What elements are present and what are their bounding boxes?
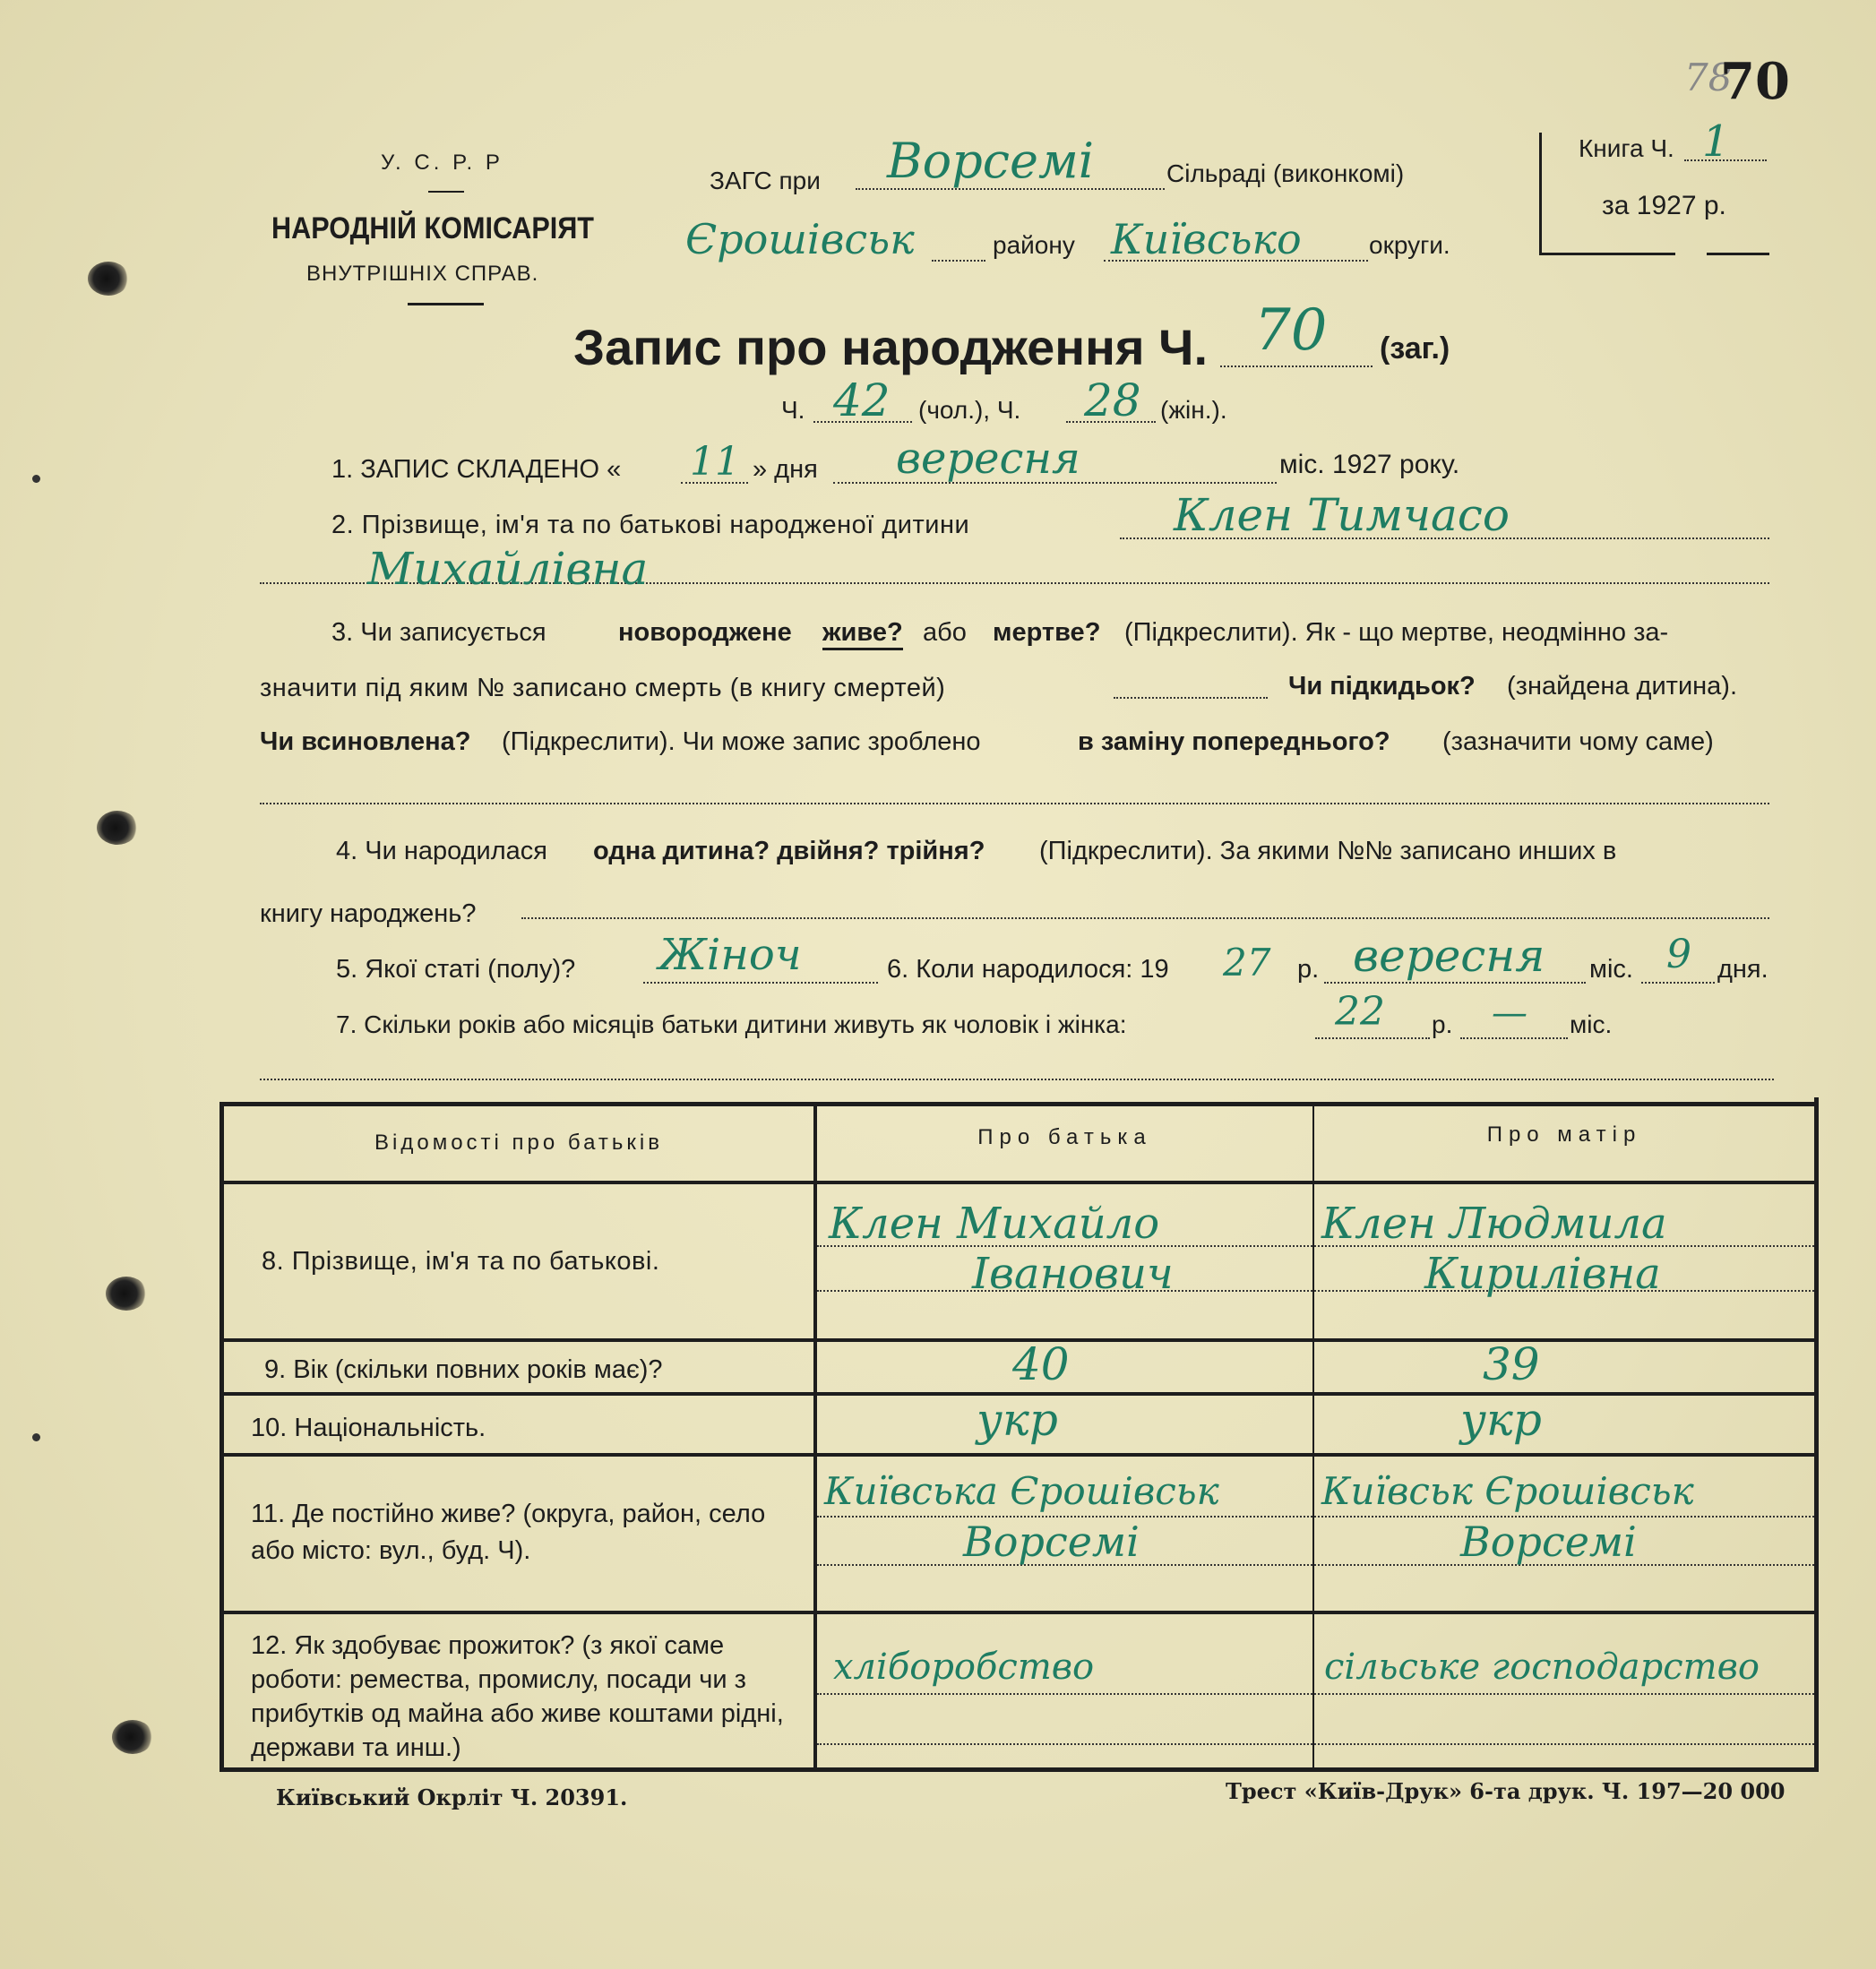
page-number-prev: 78 (1684, 56, 1733, 99)
father-age: 40 (1012, 1338, 1070, 1390)
mother-residence-line2: Ворсемі (1460, 1518, 1637, 1566)
item7-label: 7. Скільки років або місяців батьки дитини живуть як чоловік і жінка: (336, 1010, 1127, 1038)
table-header-info: Відомості про батьків (374, 1131, 663, 1155)
item3-line3-b: (зазначити чому саме) (1442, 727, 1714, 756)
birth-day-suffix: дня. (1717, 955, 1768, 984)
item3-death-number-line (1114, 665, 1268, 699)
father-residence-line1: Київська Єрошівськ (824, 1469, 1219, 1513)
zags-suffix: Сільраді (виконкомі) (1166, 159, 1405, 187)
item3-line1-a: 3. Чи записується (331, 618, 546, 647)
item2-label: 2. Прізвище, ім'я та по батькові народженої дитини (331, 511, 970, 539)
zags-village: Ворсемі (887, 133, 1095, 189)
female-label: (жін.). (1160, 396, 1227, 424)
birth-month: вересня (1353, 930, 1545, 982)
item3-adopted: Чи всиновлена? (260, 727, 471, 756)
father-residence-line2: Ворсемі (963, 1518, 1140, 1566)
mother-occupation: сільське господарство (1324, 1647, 1760, 1688)
item1-mid: » дня (753, 455, 818, 484)
female-number: 28 (1084, 374, 1141, 426)
item3-foundling: Чи підкидьок? (1288, 672, 1476, 701)
item4-numbers-line (521, 892, 1769, 919)
punch-hole (97, 811, 138, 845)
male-label: (чол.), Ч. (918, 396, 1021, 424)
mother-age: 39 (1483, 1338, 1540, 1390)
book-box-left (1539, 133, 1542, 254)
male-prefix: Ч. (781, 396, 805, 424)
item7-months-suffix: міс. (1570, 1010, 1613, 1038)
book-label: Книга Ч. (1579, 134, 1674, 162)
district-label: району (993, 231, 1075, 259)
child-name-line2: Михайлівна (367, 543, 649, 595)
row10-label: 10. Національність. (251, 1414, 486, 1442)
item7-months: — (1492, 993, 1527, 1034)
father-nationality: укр (977, 1394, 1058, 1446)
item6-label: 6. Коли народилося: 19 (887, 955, 1169, 984)
record-title: Запис про народження Ч. (573, 319, 1209, 375)
book-box-bottom (1539, 253, 1675, 255)
item5-value: Жіноч (658, 930, 802, 980)
item3-line2-b: (знайдена дитина). (1507, 672, 1738, 701)
mother-name-line1: Клен Людмила (1321, 1199, 1667, 1249)
ink-speck (32, 1433, 40, 1441)
divider (408, 303, 484, 305)
mother-residence-line1: Київськ Єрошівськ (1321, 1469, 1694, 1513)
district-line (932, 226, 985, 262)
father-name-line1: Клен Михайло (829, 1199, 1160, 1249)
item1-month: вересня (896, 434, 1080, 484)
district-handwritten: Єрошівськ (685, 215, 915, 263)
mother-nationality: укр (1460, 1394, 1542, 1446)
birth-year-suffix: р. (1297, 955, 1320, 984)
item3-alive: живе? (822, 618, 903, 650)
item3-line1-b: (Підкреслити). Як - що мертве, неодмінно за- (1124, 618, 1669, 647)
ink-speck (32, 475, 40, 483)
item3-line3-a: (Підкреслити). Чи може запис зроблено (502, 727, 981, 756)
book-year: за 1927 р. (1602, 191, 1726, 220)
record-number-suffix: (заг.) (1380, 331, 1450, 365)
table-header-father: Про батька (977, 1125, 1152, 1149)
item3-replacement: в заміну попереднього? (1078, 727, 1390, 756)
mother-name-line2: Кирилівна (1424, 1249, 1661, 1299)
item4-suffix: (Підкреслити). За якими №№ записано инших в (1039, 837, 1617, 865)
father-occupation: хліборобство (833, 1647, 1095, 1688)
father-name-line2: Іванович (972, 1249, 1174, 1299)
row8-label: 8. Прізвище, ім'я та по батькові. (262, 1247, 660, 1276)
book-number: 1 (1702, 116, 1730, 167)
item1-day: 11 (690, 439, 740, 485)
child-name-line1: Клен Тимчасо (1174, 489, 1510, 541)
male-number: 42 (833, 374, 891, 426)
commissariat-label: НАРОДНІЙ КОМІСАРІЯТ (271, 211, 594, 245)
zags-prefix: ЗАГС при (710, 167, 821, 194)
item7-years-suffix: р. (1432, 1010, 1453, 1038)
item3-or: або (923, 618, 967, 647)
punch-hole (112, 1720, 153, 1754)
book-box-bottom (1707, 253, 1769, 255)
item1-prefix: 1. ЗАПИС СКЛАДЕНО « (331, 455, 622, 484)
table-header-mother: Про матір (1486, 1122, 1642, 1147)
birth-day: 9 (1666, 932, 1691, 977)
punch-hole (88, 262, 129, 296)
republic-label: У. С. Р. Р (381, 150, 503, 175)
page-number: 70 (1720, 52, 1790, 111)
item7-years: 22 (1335, 989, 1385, 1035)
item4-line2: книгу народжень? (260, 899, 477, 928)
row12-label: 12. Як здобуває прожиток? (з якої саме роботи: ремества, промислу, посади чи з прибутків од майна або живе коштами рідні, держави та инш.) (251, 1631, 784, 1762)
item4-prefix: 4. Чи народилася (336, 837, 547, 865)
item1-suffix: міс. 1927 року. (1279, 450, 1460, 479)
item3-dead: мертве? (993, 618, 1101, 647)
footer-left: Київський Окрліт Ч. 20391. (276, 1784, 628, 1810)
item7-extra-line (260, 1057, 1774, 1080)
birth-month-suffix: міс. (1589, 955, 1633, 984)
footer-right: Трест «Київ-Друк» 6-та друк. Ч. 197—20 000 (1226, 1778, 1786, 1804)
item5-label: 5. Якої статі (полу)? (336, 955, 576, 984)
record-number: 70 (1254, 297, 1328, 364)
item3-line2-a: значити під яким № записано смерть (в книгу смертей) (260, 674, 946, 702)
birth-year: 27 (1223, 941, 1271, 984)
row9-label: 9. Вік (скільки повних років має)? (264, 1355, 663, 1384)
punch-hole (106, 1277, 147, 1311)
okrug-handwritten: Київсько (1111, 215, 1302, 263)
okrug-label: округи. (1369, 231, 1450, 259)
item3-newborn: новороджене (618, 618, 792, 647)
department-label: ВНУТРІШНІХ СПРАВ. (306, 262, 539, 286)
row11-label: 11. Де постійно живе? (округа, район, село або місто: вул., буд. Ч). (251, 1500, 766, 1565)
divider (428, 191, 464, 193)
item4-options: одна дитина? двійня? трійня? (593, 837, 985, 865)
item3-reason-line (260, 778, 1769, 804)
